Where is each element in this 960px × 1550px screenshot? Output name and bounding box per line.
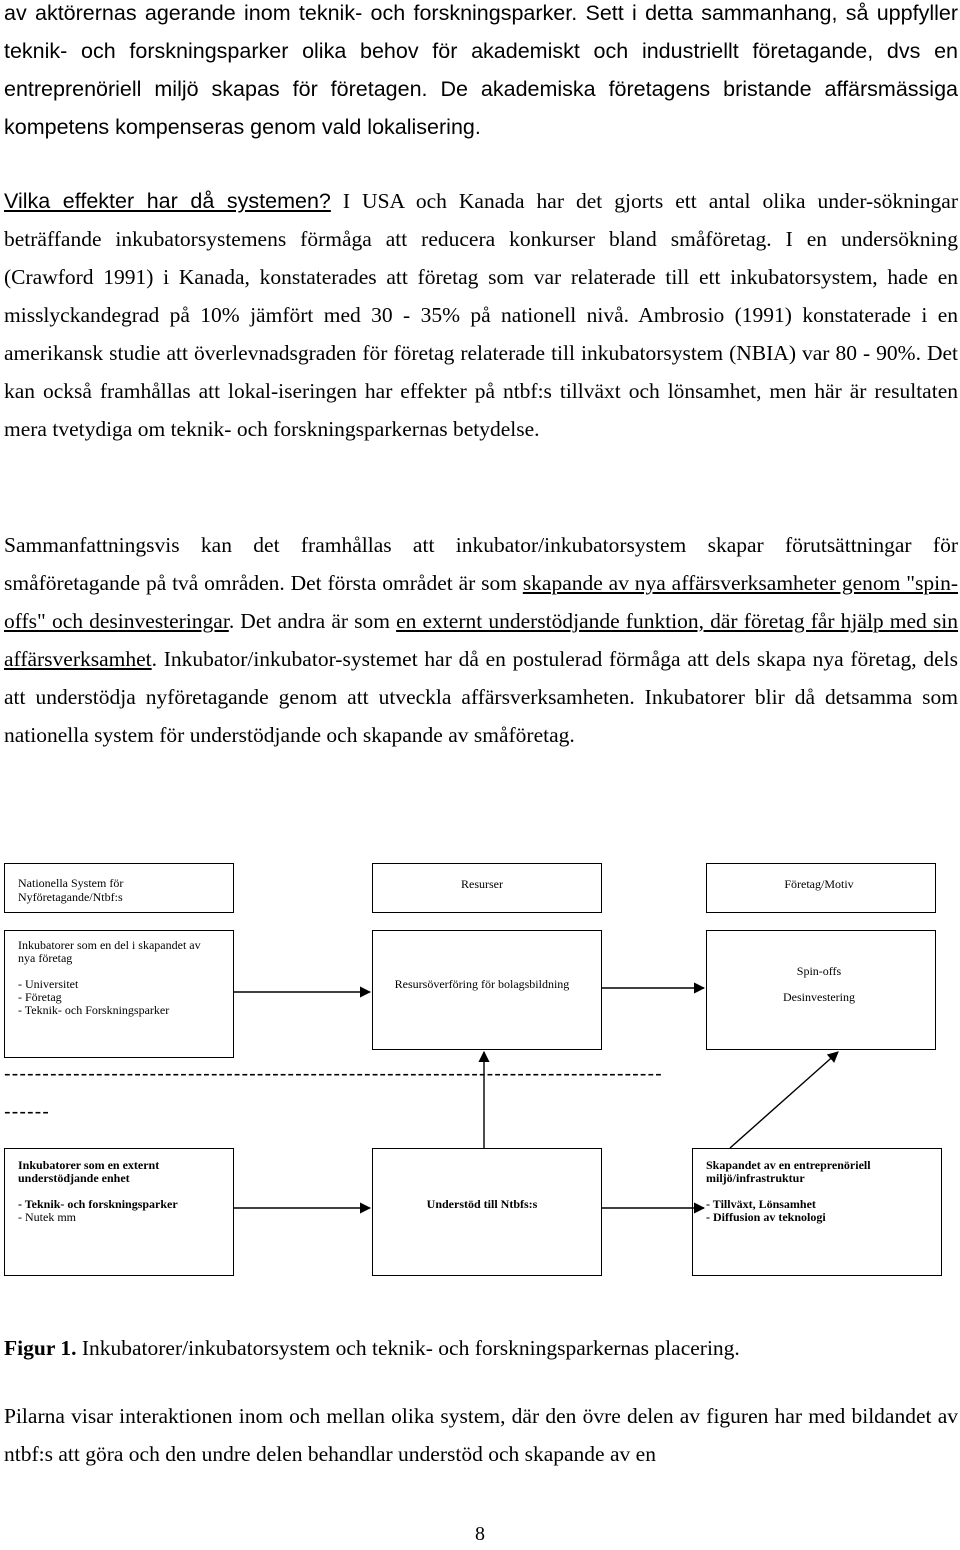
incubators-creation-item3: - Teknik- och Forskningsparker bbox=[18, 1003, 170, 1017]
paragraph-3-text-b: . Det andra är som bbox=[228, 609, 397, 633]
paragraph-3-text-a: Sammanfattningsvis kan det framhållas att inkubator/inkubatorsystem skapar förutsättningar för småföretagande på två områden. Det första området är som bbox=[4, 533, 958, 595]
paragraph-3-underline-1: skapande av nya affärsverksamheter genom "spin-offs" och desinvesteringar bbox=[4, 571, 958, 633]
paragraph-3-text-c: . Inkubator/inkubator-systemet har då en postulerad förmåga att dels skapa nya företag, dels att understödja nyföretagande genom att utveckla affärsverksamheten. Inkubatorer blir då detsamma som nationella system för understödjande och skapande av småföretag. bbox=[4, 647, 958, 747]
arrow-environment-to-spinoffs bbox=[730, 1052, 838, 1148]
header-companies-motives: Företag/Motiv bbox=[784, 877, 854, 891]
incubators-support-item2: - Nutek mm bbox=[18, 1210, 76, 1224]
paragraph-4 bbox=[4, 1397, 958, 1473]
incubators-creation-item2: - Företag bbox=[18, 990, 62, 1004]
paragraph-1-text: av aktörernas agerande inom teknik- och forskningsparker. Sett i detta sammanhang, så uppfyller teknik- och forskningsparker olika behov för akademiskt och industriellt företagande, dvs en entreprenöriell miljö skapas för företagen. De akademiska företagens bristande affärsmässiga kompetens kompenseras genom vald lokalisering. bbox=[4, 1, 958, 139]
spin-offs-line1: Spin-offs bbox=[796, 964, 842, 978]
environment-item2: - Diffusion av teknologi bbox=[706, 1210, 826, 1224]
paragraph-2 bbox=[4, 182, 958, 448]
environment-line2: miljö/infrastruktur bbox=[706, 1171, 805, 1185]
paragraph-2-text-b: I en undersökning (Crawford 1991) i Kanada, konstaterades att företag som var relaterade till ett inkubatorsystem, hade en misslyckandegrad på 10% jämfört med 30 - 35% på nationell nivå. Ambrosio (1991) konstaterade i en amerikansk studie att överlevnadsgraden för företag relaterade till inkubatorsystem (NBIA) var 80 - 90%. Det kan också framhållas att lokal-iseringen har effekter på ntbf:s tillväxt och lönsamhet, men här är resultaten mera tvetydiga om teknik- och forskningsparkernas betydelse. bbox=[4, 227, 958, 441]
incubators-support-line2: understödjande enhet bbox=[18, 1171, 130, 1185]
paragraph-3 bbox=[4, 526, 958, 754]
figure-caption bbox=[4, 1329, 958, 1367]
caption-text: Inkubatorer/inkubatorsystem och teknik- och forskningsparkernas placering. bbox=[76, 1336, 740, 1360]
caption-label: Figur 1. bbox=[4, 1336, 77, 1360]
incubators-support-line1: Inkubatorer som en externt bbox=[18, 1158, 160, 1172]
incubators-creation-line2: nya företag bbox=[18, 951, 73, 965]
box-support-ntbfs bbox=[372, 1148, 602, 1276]
page-number: 8 bbox=[475, 1523, 485, 1545]
resource-transfer-text: Resursöverföring för bolagsbildning bbox=[394, 977, 570, 991]
figure-1 bbox=[0, 848, 960, 1288]
environment-line1: Skapandet av en entreprenöriell bbox=[706, 1158, 871, 1172]
header-resources: Resurser bbox=[461, 877, 503, 891]
header-national-systems-line2: Nyföretagande/Ntbf:s bbox=[18, 890, 123, 904]
paragraph-2-question: Vilka effekter har då systemen? bbox=[4, 189, 331, 213]
incubators-creation-line1: Inkubatorer som en del i skapandet av bbox=[18, 938, 201, 952]
environment-item1: - Tillväxt, Lönsamhet bbox=[706, 1197, 816, 1211]
support-ntbfs-text: Understöd till Ntbfs:s bbox=[426, 1197, 538, 1211]
divider-line1: -------------------------------------------------------------------------------------- bbox=[4, 1063, 663, 1085]
incubators-creation-item1: - Universitet bbox=[18, 977, 79, 991]
paragraph-3-underline-2: en externt understödjande funktion, där företag får hjälp med sin affärsverksamhet bbox=[4, 609, 959, 671]
incubators-support-item1: - Teknik- och forskningsparker bbox=[18, 1197, 178, 1211]
header-national-systems-line1: Nationella System för bbox=[18, 876, 124, 890]
spin-offs-line2: Desinvestering bbox=[783, 990, 855, 1004]
paragraph-1 bbox=[4, 0, 958, 146]
paragraph-2-text-a: I USA och Kanada har det gjorts ett antal olika under-sökningar beträffande inkubatorsystemens förmåga att reducera konkurser bland småföretag. bbox=[4, 189, 958, 251]
paragraph-4-text: Pilarna visar interaktionen inom och mellan olika system, där den övre delen av figuren har med bildandet av ntbf:s att göra och den undre delen behandlar understöd och skapande av en bbox=[4, 1404, 958, 1466]
divider-line2: ------ bbox=[4, 1101, 50, 1123]
